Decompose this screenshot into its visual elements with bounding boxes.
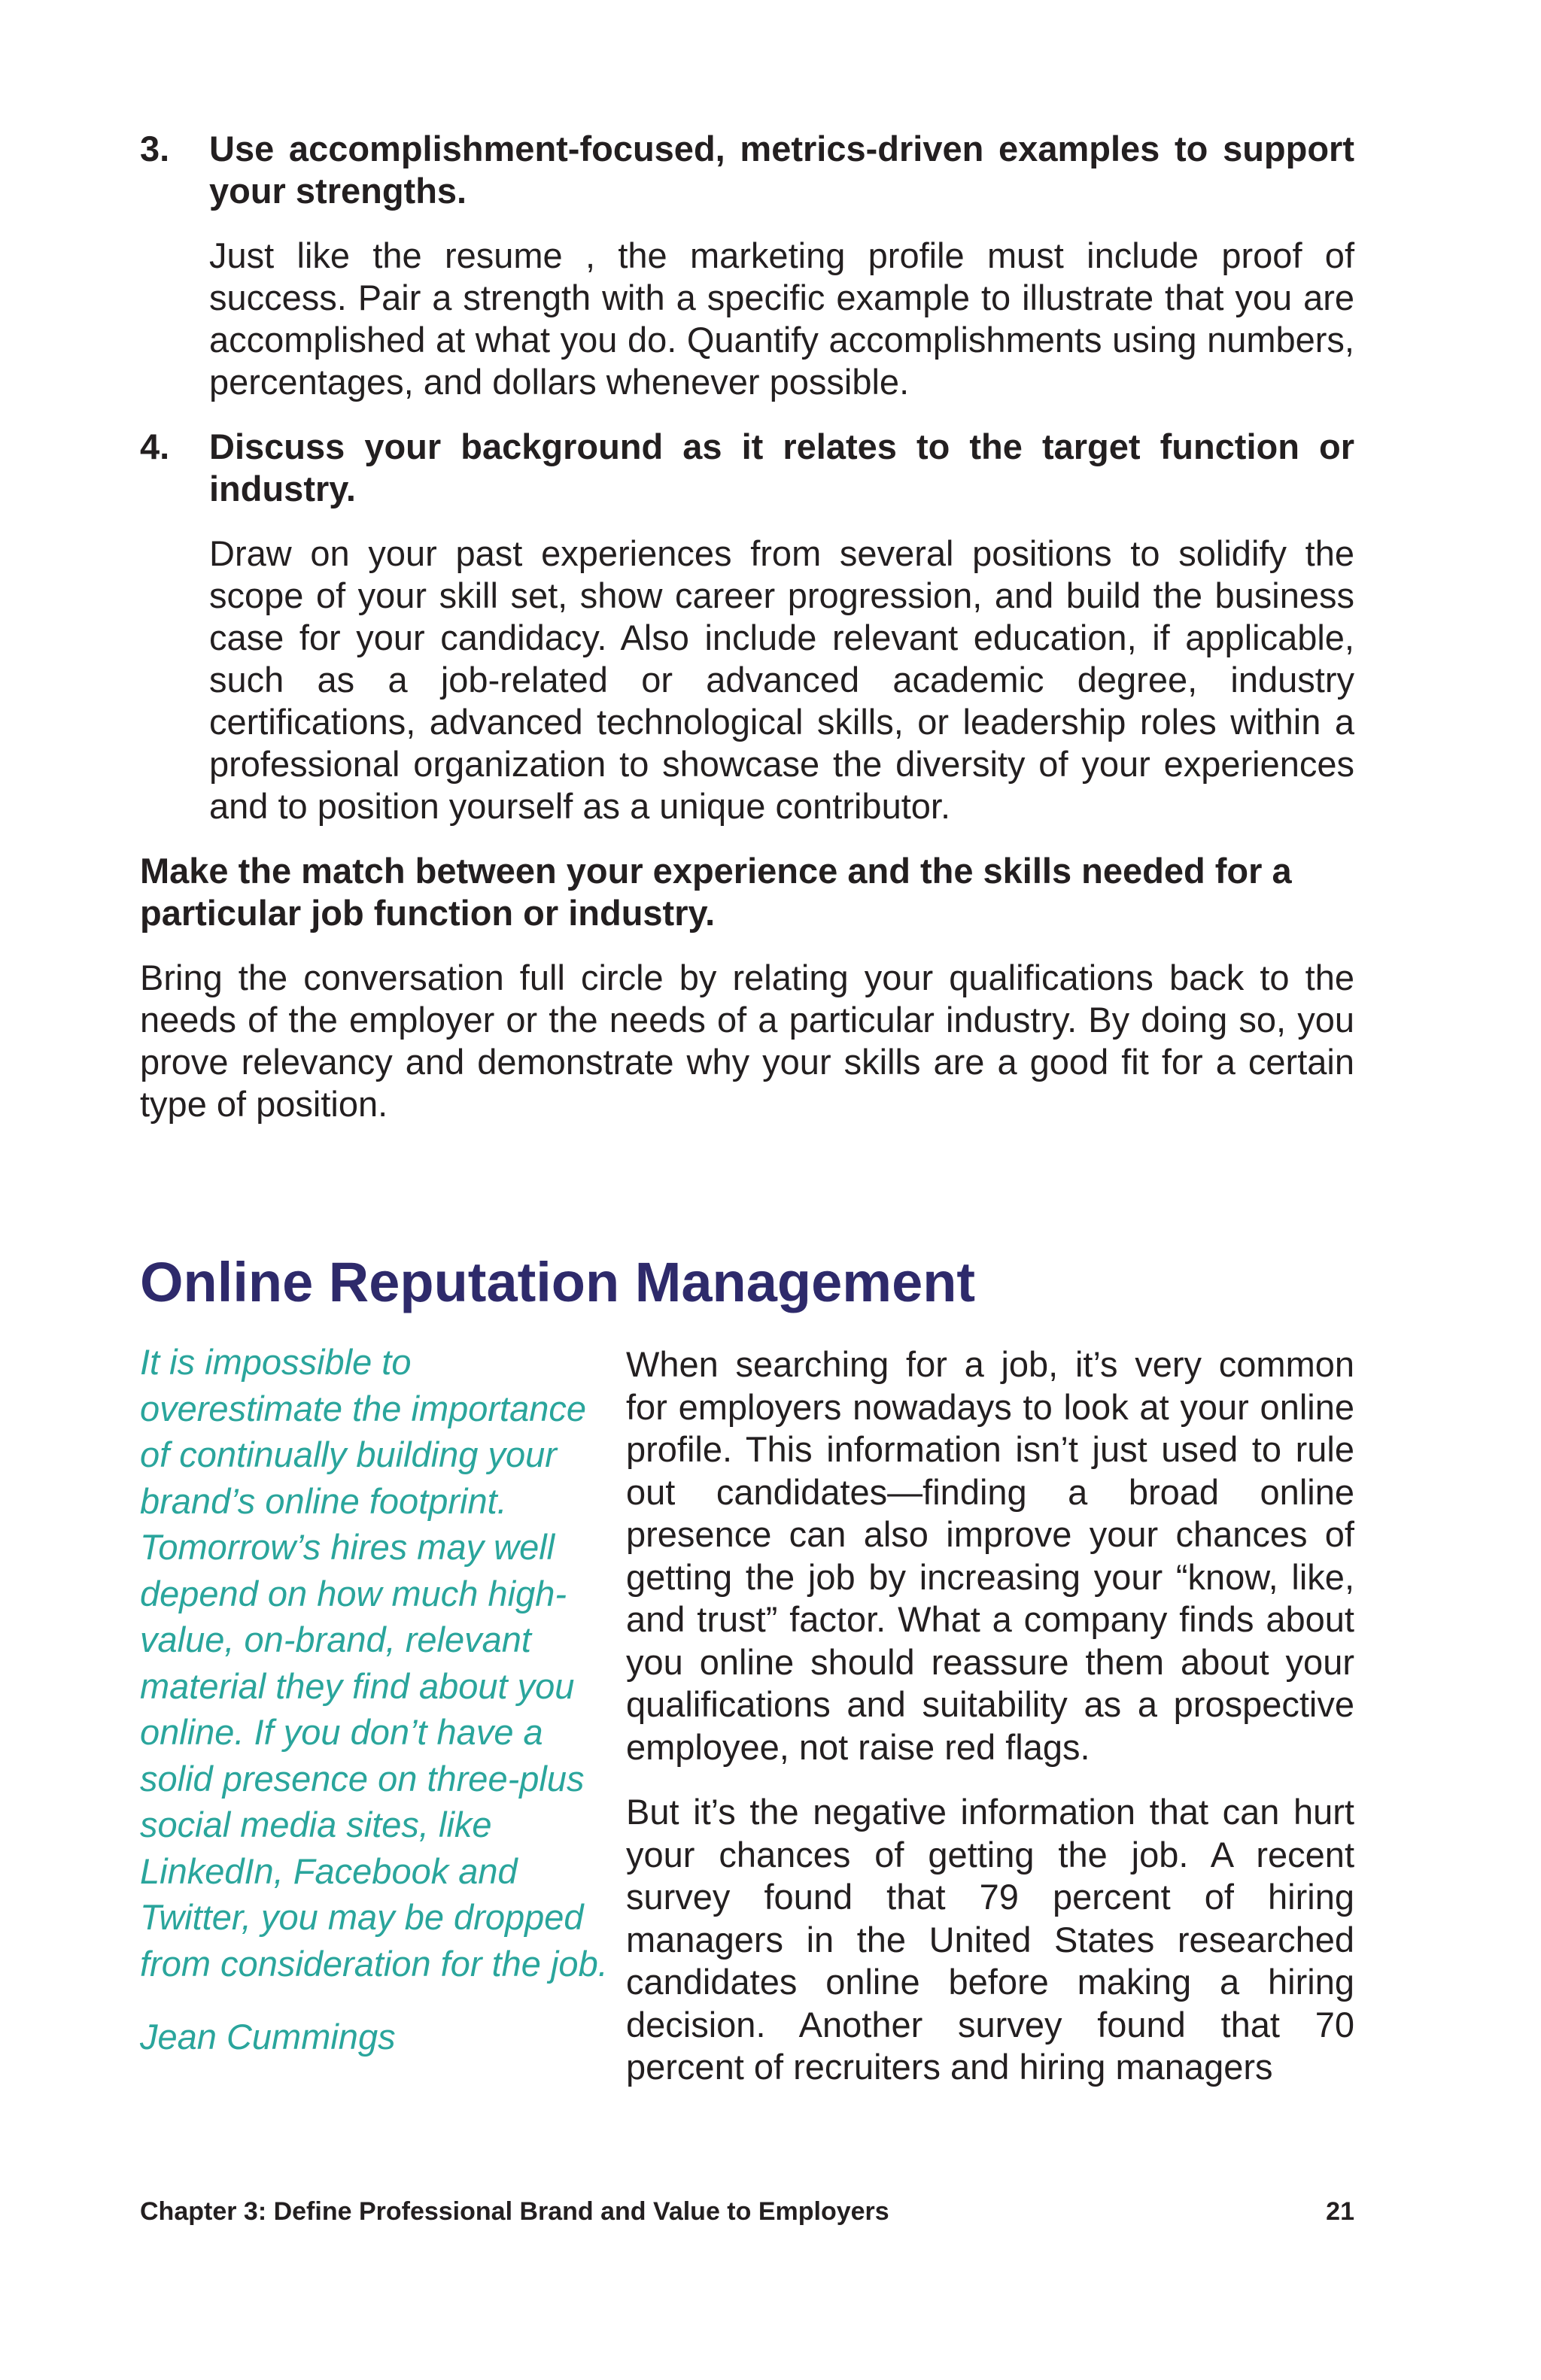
chapter-title: Chapter 3: Define Professional Brand and Value to Employers: [140, 2197, 889, 2226]
match-body: Bring the conversation full circle by relating your qualifications back to the needs of the employer or the needs of a particular industry. By doing so, you prove relevancy and demonstrate why your skills are a good fit for a certain type of position.: [140, 958, 1354, 1124]
list-heading: Discuss your background as it relates to the target function or industry.: [209, 427, 1354, 508]
list-item-4: [140, 426, 1354, 827]
match-heading: Make the match between your experience and the skills needed for a particular job function or industry.: [140, 851, 1292, 933]
list-number: 4.: [140, 427, 170, 466]
body-paragraph-2: But it’s the negative information that can hurt your chances of getting the job. A recent survey found that 79 percent of hiring managers in the United States researched candidates online before making a hiring decision. Another survey found that 70 percent of recruiters and hiring managers: [626, 1792, 1354, 2087]
pull-quote: [140, 1339, 622, 2060]
quote-author: Jean Cummings: [140, 2017, 396, 2057]
page-footer: [140, 2196, 1354, 2227]
list-body: Just like the resume , the marketing profile must include proof of success. Pair a strength with a specific example to illustrate that you are accomplished at what you do. Quantify accomplishments using numbers, percentages, and dollars whenever possible.: [209, 235, 1354, 402]
quote-text: It is impossible to overestimate the importance of continually building your brand’s online footprint. Tomorrow’s hires may well depend on how much high-value, on-brand, relevant material they find about you online. If you don’t have a solid presence on three-plus social media sites, like LinkedIn, Facebook and Twitter, you may be dropped from consideration for the job.: [140, 1342, 608, 1984]
page-number: 21: [1326, 2197, 1354, 2226]
list-heading: Use accomplishment-focused, metrics-driven examples to support your strengths.: [209, 129, 1354, 211]
list-body: Draw on your past experiences from several positions to solidify the scope of your skill set, show career progression, and build the business case for your candidacy. Also include relevant education, if applicable, such as a job-related or advanced academic degree, industry certifications, advanced technological skills, or leadership roles within a professional organization to showcase the diversity of your experiences and to position yourself as a unique contributor.: [209, 533, 1354, 826]
section-title: Online Reputation Management: [140, 1251, 976, 1313]
body-column: [626, 1343, 1354, 2111]
list-item-3: [140, 128, 1354, 403]
list-number: 3.: [140, 129, 170, 168]
body-paragraph-1: When searching for a job, it’s very common for employers nowadays to look at your online profile. This information isn’t just used to rule out candidates—finding a broad online presence can also improve your chances of getting the job by increasing your “know, like, and trust” factor. What a company finds about you online should reassure them about your qualifications and suitability as a prospective employee, not raise red flags.: [626, 1344, 1354, 1767]
main-content: [140, 128, 1354, 1125]
